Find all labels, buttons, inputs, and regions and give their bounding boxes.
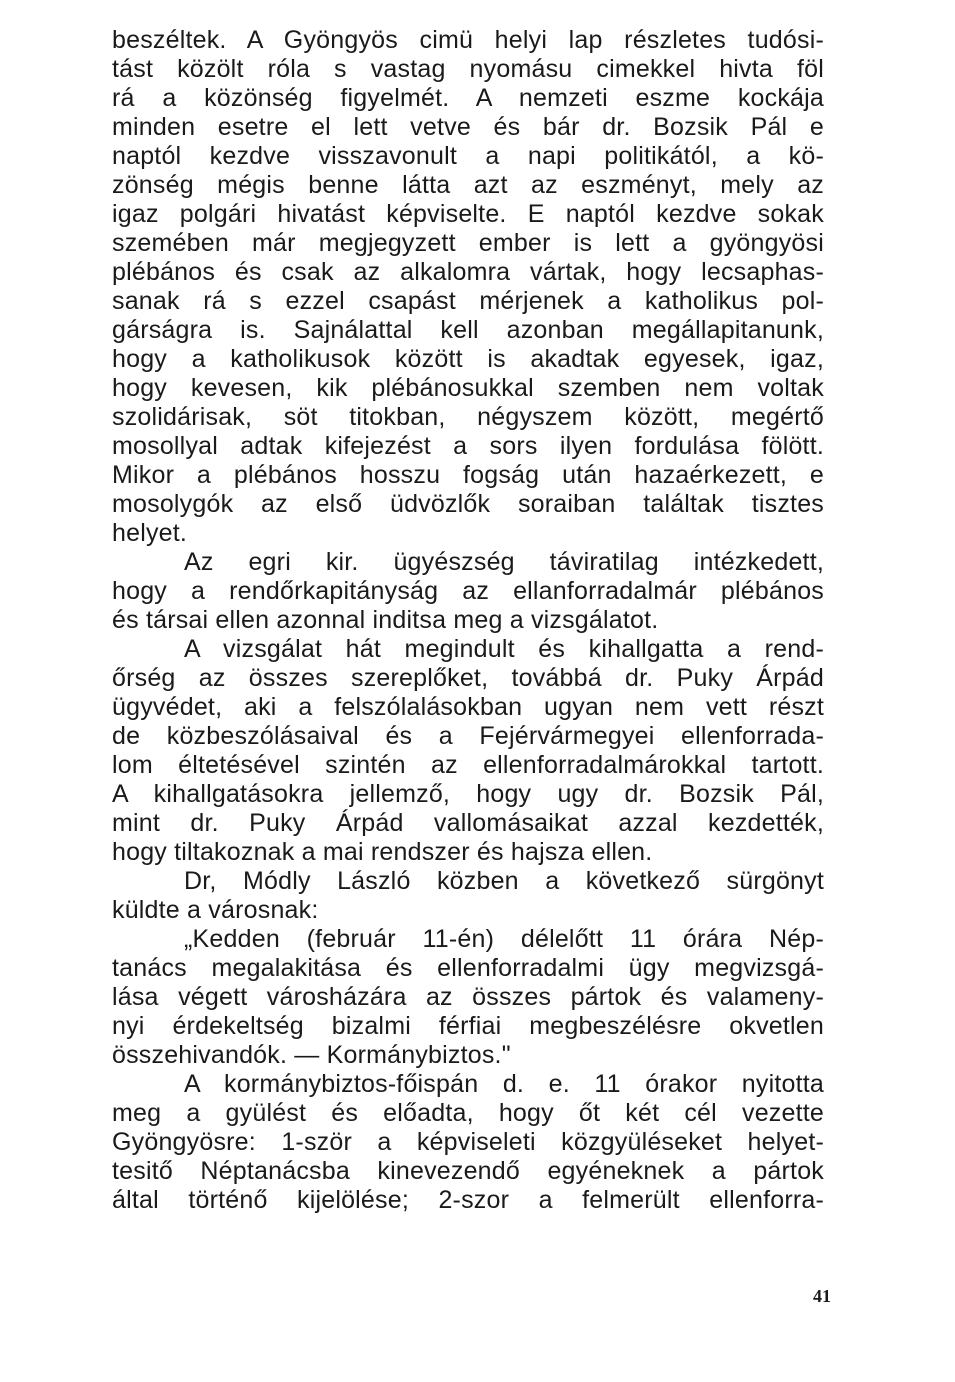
- text-line: őrség az összes szereplőket, továbbá dr. Puky Árpád: [112, 664, 824, 692]
- text-line: helyet.: [112, 519, 188, 547]
- text-line: minden esetre el lett vetve és bár dr. Bozsik Pál e: [112, 113, 824, 141]
- text-line: „Kedden (február 11-én) délelőtt 11 órára Nép-: [184, 925, 824, 953]
- text-line: küldte a városnak:: [112, 896, 319, 924]
- text-line: A vizsgálat hát megindult és kihallgatta a rend-: [184, 635, 824, 663]
- text-line: gárságra is. Sajnálattal kell azonban megállapitanunk,: [112, 316, 824, 344]
- text-line: hogy kevesen, kik plébánosukkal szemben nem voltak: [112, 374, 824, 402]
- text-line: zönség mégis benne látta azt az eszményt, mely az: [112, 171, 824, 199]
- text-line: ügyvédet, aki a felszólalásokban ugyan nem vett részt: [112, 693, 824, 721]
- text-line: és társai ellen azonnal inditsa meg a vizsgálatot.: [112, 606, 659, 634]
- text-line: szolidárisak, söt titokban, négyszem között, megértő: [112, 403, 824, 431]
- text-line: A kormánybiztos-főispán d. e. 11 órakor nyitotta: [184, 1070, 824, 1098]
- text-line: hogy a katholikusok között is akadtak egyesek, igaz,: [112, 345, 824, 373]
- text-line: tanács megalakitása és ellenforradalmi ügy megvizsgá-: [112, 954, 824, 982]
- page-number: 41: [813, 1286, 831, 1306]
- text-line: beszéltek. A Gyöngyös cimü helyi lap részletes tudósi-: [112, 26, 824, 54]
- text-line: lom éltetésével szintén az ellenforradalmárokkal tartott.: [112, 751, 824, 779]
- text-line: Dr, Módly László közben a következő sürgönyt: [184, 867, 824, 895]
- text-line: naptól kezdve visszavonult a napi politikától, a kö-: [112, 142, 824, 170]
- text-line: hogy a rendőrkapitányság az ellanforradalmár plébános: [112, 577, 824, 605]
- text-line: A kihallgatásokra jellemző, hogy ugy dr. Bozsik Pál,: [112, 780, 824, 808]
- page-body-text: [112, 26, 824, 1215]
- text-line: meg a gyülést és előadta, hogy őt két cél vezette: [112, 1099, 824, 1127]
- text-line: Az egri kir. ügyészség táviratilag intézkedett,: [184, 548, 824, 576]
- text-line: rá a közönség figyelmét. A nemzeti eszme kockája: [112, 84, 824, 112]
- text-line: de közbeszólásaival és a Fejérvármegyei ellenforrada-: [112, 722, 824, 750]
- text-line: szemében már megjegyzett ember is lett a gyöngyösi: [112, 229, 824, 257]
- text-line: nyi érdekeltség bizalmi férfiai megbeszélésre okvetlen: [112, 1012, 824, 1040]
- text-line: igaz polgári hivatást képviselte. E naptól kezdve sokak: [112, 200, 824, 228]
- text-line: tást közölt róla s vastag nyomásu cimekkel hivta föl: [112, 55, 824, 83]
- text-line: Mikor a plébános hosszu fogság után hazaérkezett, e: [112, 461, 824, 489]
- text-line: által történő kijelölése; 2-szor a felmerült ellenforra-: [112, 1186, 824, 1214]
- text-line: plébános és csak az alkalomra vártak, hogy lecsaphas-: [112, 258, 824, 286]
- text-line: összehivandók. — Kormánybiztos.": [112, 1041, 511, 1069]
- text-line: mosolygók az első üdvözlők soraiban találtak tisztes: [112, 490, 824, 518]
- text-line: sanak rá s ezzel csapást mérjenek a katholikus pol-: [112, 287, 824, 315]
- text-line: tesitő Néptanácsba kinevezendő egyéneknek a pártok: [112, 1157, 824, 1185]
- text-line: mint dr. Puky Árpád vallomásaikat azzal kezdették,: [112, 809, 824, 837]
- text-line: hogy tiltakoznak a mai rendszer és hajsza ellen.: [112, 838, 653, 866]
- text-line: lása végett városházára az összes pártok és valameny-: [112, 983, 824, 1011]
- text-line: mosollyal adtak kifejezést a sors ilyen fordulása fölött.: [112, 432, 824, 460]
- text-line: Gyöngyösre: 1-ször a képviseleti közgyüléseket helyet-: [112, 1128, 824, 1156]
